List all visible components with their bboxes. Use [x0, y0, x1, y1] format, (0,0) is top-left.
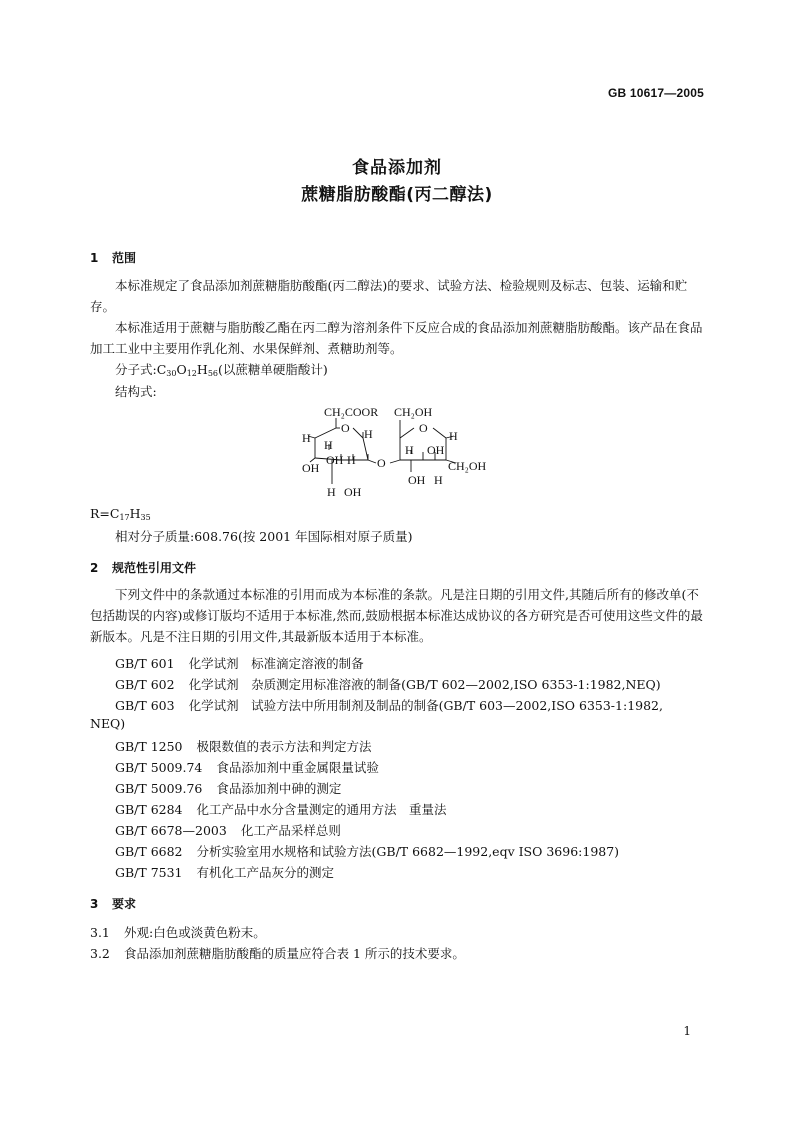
oh-label: OH: [408, 473, 426, 487]
oh-label: OH: [302, 461, 320, 475]
r-c-count: 17: [119, 513, 130, 522]
requirement-text: 食品添加剂蔗糖脂肪酸酯的质量应符合表 1 所示的技术要求。: [124, 946, 465, 961]
oh-label: OH: [326, 453, 344, 467]
h-label: H: [327, 485, 336, 499]
formula-o-label: O: [176, 362, 187, 377]
document-title-line1: 食品添加剂: [352, 158, 442, 178]
h-label: H: [364, 427, 373, 441]
h-label: H: [347, 453, 356, 467]
standard-number: GB 10617—2005: [608, 86, 704, 100]
requirement-item: [90, 944, 465, 962]
glycosidic-oxygen: O: [377, 456, 386, 470]
r-prefix: R=C: [90, 506, 120, 521]
reference-title: 食品添加剂中重金属限量试验: [216, 760, 379, 775]
h-label: H: [324, 438, 333, 452]
requirement-number: 3.2: [90, 946, 110, 961]
formula-h-count: 56: [207, 369, 218, 378]
h-label: H: [405, 443, 414, 457]
reference-title: 化学试剂 杂质测定用标准溶液的制备(GB/T 602—2002,ISO 6353-1:1982,NEQ): [188, 677, 661, 692]
section-2-heading: [90, 559, 196, 576]
formula-h-label: H: [196, 362, 208, 377]
reference-code: GB/T 602: [115, 677, 175, 692]
reference-title: 化工产品采样总则: [240, 823, 341, 838]
document-title-line2: 蔗糖脂肪酸酯(丙二醇法): [301, 185, 493, 205]
h-label: H: [302, 431, 311, 445]
reference-title: 有机化工产品灰分的测定: [196, 865, 335, 880]
reference-item: [115, 779, 341, 797]
reference-item: [115, 800, 447, 818]
scope-paragraph-2: 本标准适用于蔗糖与脂肪酸乙酯在丙二醇为溶剂条件下反应合成的食品添加剂蔗糖脂肪酸酯。该产品在食品加工工业中主要用作乳化剂、水果保鲜剂、煮糖助剂等。: [90, 320, 703, 356]
reference-item: [115, 821, 341, 839]
reference-continuation: NEQ): [90, 716, 126, 731]
furanose-ring-oxygen: O: [419, 421, 428, 435]
formula-o-count: 12: [186, 369, 197, 378]
reference-title: 化学试剂 标准滴定溶液的制备: [188, 656, 364, 671]
reference-title: 分析实验室用水规格和试验方法(GB/T 6682—1992,eqv ISO 3696:1987): [196, 844, 620, 859]
pyranose-ring-oxygen: O: [341, 421, 350, 435]
reference-code: GB/T 6682: [115, 844, 183, 859]
ch2oh-right-label: CH₂OH: [448, 459, 487, 473]
reference-code: GB/T 5009.76: [115, 781, 203, 796]
section-1-number: 1: [90, 251, 99, 265]
sucrose-structure-diagram: [296, 402, 506, 502]
requirement-number: 3.1: [90, 925, 110, 940]
structure-label: 结构式:: [115, 384, 157, 399]
section-2-title: 规范性引用文件: [112, 561, 197, 575]
molecular-formula: [115, 360, 328, 378]
reference-item: [115, 863, 334, 881]
r-h-label: H: [129, 506, 141, 521]
requirement-text: 外观:白色或淡黄色粉末。: [124, 925, 266, 940]
reference-code: GB/T 603: [115, 698, 175, 713]
reference-item: [115, 842, 619, 860]
reference-code: GB/T 6678—2003: [115, 823, 227, 838]
section-3-title: 要求: [112, 897, 137, 911]
ch2oh-top-label: CH₂OH: [394, 405, 433, 419]
r-h-count: 35: [140, 513, 151, 522]
formula-suffix: (以蔗糖单硬脂酸计): [218, 362, 328, 377]
requirement-item: [90, 923, 266, 941]
reference-item: [115, 654, 364, 672]
reference-code: GB/T 6284: [115, 802, 183, 817]
formula-c-count: 30: [166, 369, 177, 378]
r-group-definition: [90, 506, 151, 522]
reference-title: 化工产品中水分含量测定的通用方法 重量法: [196, 802, 447, 817]
formula-prefix: 分子式:C: [115, 362, 167, 377]
reference-item: [115, 675, 661, 693]
reference-title: 化学试剂 试验方法中所用制剂及制品的制备(GB/T 603—2002,ISO 6353-1:1982,: [188, 698, 663, 713]
reference-code: GB/T 601: [115, 656, 175, 671]
ch2coor-label: CH₂COOR: [324, 405, 379, 419]
h-label: H: [449, 429, 458, 443]
structural-formula: [296, 402, 506, 506]
section-1-title: 范围: [112, 251, 137, 265]
section-3-heading: [90, 895, 136, 912]
scope-paragraph-1: 本标准规定了食品添加剂蔗糖脂肪酸酯(丙二醇法)的要求、试验方法、检验规则及标志、包装、运输和贮存。: [90, 278, 688, 314]
reference-item: [115, 758, 379, 776]
references-intro: 下列文件中的条款通过本标准的引用而成为本标准的条款。凡是注日期的引用文件,其随后所有的修改单(不包括勘误的内容)或修订版均不适用于本标准,然而,鼓励根据本标准达成协议的各方研究是否可使用这些文件的最新版本。凡是不注日期的引用文件,其最新版本适用于本标准。: [90, 587, 703, 644]
section-1-heading: [90, 249, 136, 266]
reference-title: 食品添加剂中砷的测定: [216, 781, 342, 796]
section-3-number: 3: [90, 897, 99, 911]
section-2-number: 2: [90, 561, 99, 575]
oh-label: OH: [427, 443, 445, 457]
page-number: 1: [683, 1024, 691, 1038]
reference-code: GB/T 5009.74: [115, 760, 203, 775]
reference-item: [115, 696, 663, 714]
relative-molecular-mass: 相对分子质量:608.76(按 2001 年国际相对原子质量): [115, 529, 413, 544]
reference-title: 极限数值的表示方法和判定方法: [196, 739, 372, 754]
reference-item: [115, 737, 372, 755]
reference-code: GB/T 7531: [115, 865, 183, 880]
oh-label: OH: [344, 485, 362, 499]
h-label: H: [434, 473, 443, 487]
reference-code: GB/T 1250: [115, 739, 183, 754]
